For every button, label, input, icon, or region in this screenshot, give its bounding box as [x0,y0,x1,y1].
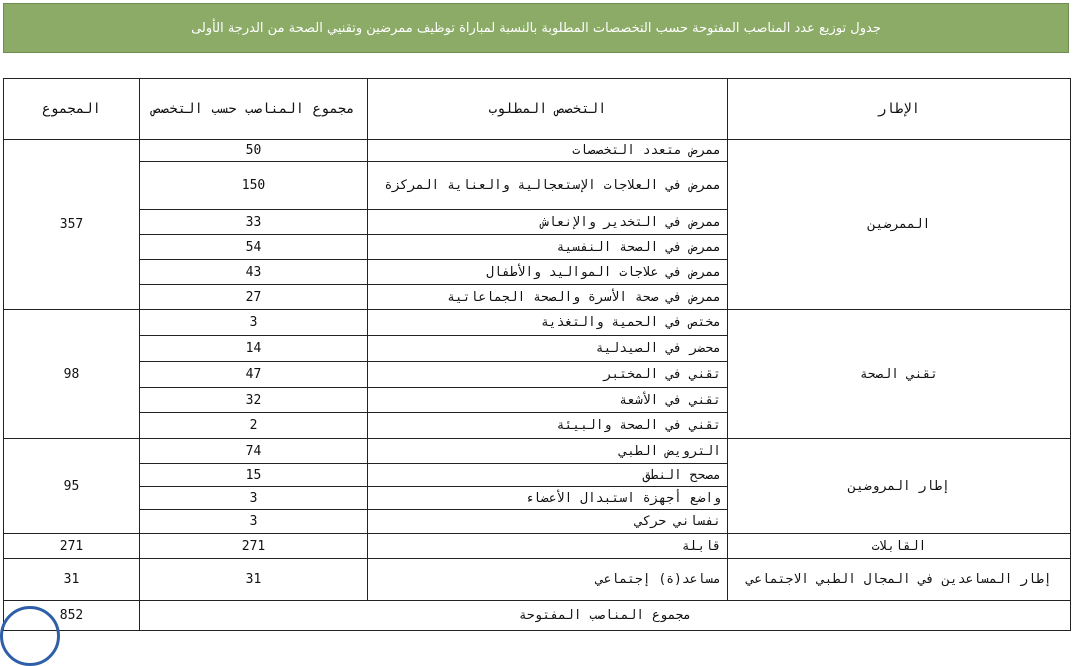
cadre-social: إطار المساعدين في المجال الطبي الاجتماعي [728,559,1071,601]
spec-name: تقني في الصحة والبيئة [368,413,728,439]
spec-count: 150 [140,162,368,210]
table-row [4,140,1071,162]
grand-total-label: مجموع المناصب المفتوحة [140,601,1071,631]
spec-count: 3 [140,510,368,534]
spec-count: 54 [140,235,368,260]
spec-count: 3 [140,310,368,336]
spec-count: 3 [140,487,368,510]
title-banner [3,3,1069,53]
header-posts-per-spec: مجموع المناصب حسب التخصص [140,79,368,140]
grand-total-value: 852 [4,601,140,631]
spec-name: مساعد(ة) إجتماعي [368,559,728,601]
spec-name: مصحح النطق [368,464,728,487]
cadre-physio: إطار المروضين [728,439,1071,534]
spec-name: محضر في الصيدلية [368,336,728,362]
table-row [4,439,1071,464]
spec-name: قابلة [368,534,728,559]
grand-total-row [4,601,1071,631]
spec-count: 33 [140,210,368,235]
group-total-health-tech: 98 [4,310,140,439]
spec-count: 14 [140,336,368,362]
cadre-midwives: القابلات [728,534,1071,559]
header-spec: التخصص المطلوب [368,79,728,140]
spec-name: ممرض متعدد التخصصات [368,140,728,162]
spec-name: واضع أجهزة استبدال الأعضاء [368,487,728,510]
spec-count: 47 [140,362,368,388]
group-total-physio: 95 [4,439,140,534]
spec-name: تقني في الأشعة [368,388,728,413]
spec-name: مختص في الحمية والتغذية [368,310,728,336]
spec-name: ممرض في العلاجات الإستعجالية والعناية المركزة [368,162,728,210]
spec-name: ممرض في التخدير والإنعاش [368,210,728,235]
table-row [4,534,1071,559]
table-row [4,310,1071,336]
spec-count: 271 [140,534,368,559]
posts-table [3,78,1071,631]
spec-name: نفساني حركي [368,510,728,534]
stamp-icon [0,606,60,666]
header-row [4,79,1071,140]
group-total-midwives: 271 [4,534,140,559]
spec-name: ممرض في علاجات المواليد والأطفال [368,260,728,285]
spec-name: تقني في المختبر [368,362,728,388]
header-total: المجموع [4,79,140,140]
spec-count: 31 [140,559,368,601]
header-cadre: الإطار [728,79,1071,140]
cadre-health-tech: تقني الصحة [728,310,1071,439]
group-total-social: 31 [4,559,140,601]
table-row [4,559,1071,601]
spec-name: ممرض في الصحة النفسية [368,235,728,260]
spec-name: الترويض الطبي [368,439,728,464]
spec-count: 50 [140,140,368,162]
spec-count: 15 [140,464,368,487]
spec-count: 32 [140,388,368,413]
spec-count: 43 [140,260,368,285]
spec-count: 74 [140,439,368,464]
spec-name: ممرض في صحة الأسرة والصحة الجماعاتية [368,285,728,310]
spec-count: 27 [140,285,368,310]
cadre-nurses: الممرضين [728,140,1071,310]
banner-title: جدول توزيع عدد المناصب المفتوحة حسب التخصصات المطلوبة بالنسبة لمباراة توظيف ممرضين وتقنيي الصحة من الدرجة الأولى [191,20,881,36]
spec-count: 2 [140,413,368,439]
group-total-nurses: 357 [4,140,140,310]
